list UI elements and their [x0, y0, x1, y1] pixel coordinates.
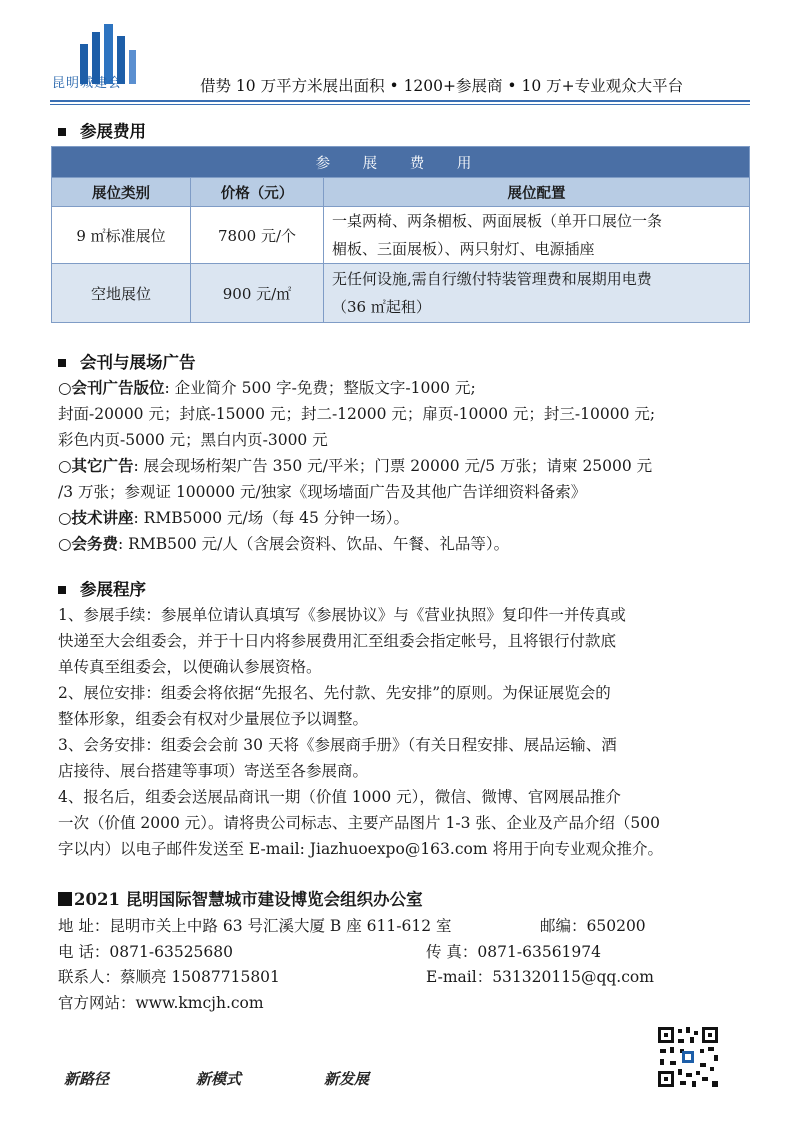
ads-line: 封面-20000 元；封底-15000 元；封二-12000 元；扉页-10000 元；封三-10000 元;: [58, 405, 656, 423]
ads-line: 彩色内页-5000 元；黑白内页-3000 元: [58, 431, 328, 449]
procedure-body: [58, 602, 758, 862]
procedure-line: 2、展位安排：组委会将依据“先报名、先付款、先安排”的原则。为保证展览会的: [58, 684, 611, 702]
fees-table: [51, 146, 750, 323]
config-cell: [324, 264, 750, 323]
organizer-phone: 电 话：0871-63525680: [58, 943, 234, 961]
motto-2: 新模式: [196, 1070, 242, 1088]
header-divider-thin: [50, 104, 750, 105]
bullet-square-icon: [58, 359, 66, 367]
motto-3: 新发展: [324, 1070, 370, 1088]
config-cell: [324, 207, 750, 264]
ads-line: ○其它广告: 展会现场桁架广告 350 元/平米；门票 20000 元/5 万张；请柬 25000 元: [58, 457, 653, 475]
ads-body: [58, 375, 758, 557]
organizer-website[interactable]: 官方网站：www.kmcjh.com: [58, 994, 264, 1012]
organizer-fax: 传 真：0871-63561974: [426, 943, 602, 961]
config-line: 无任何设施,需自行缴付特装管理费和展期用电费: [332, 270, 652, 288]
organizer-email[interactable]: E-mail：531320115@qq.com: [426, 968, 654, 986]
motto-1: 新路径: [64, 1070, 110, 1088]
procedure-line: 快递至大会组委会，并于十日内将参展费用汇至组委会指定帐号，且将银行付款底: [58, 632, 617, 650]
table-caption-row: [52, 147, 750, 178]
price-cell: 900 元/㎡: [191, 264, 324, 323]
ads-line: /3 万张；参观证 100000 元/独家《现场墙面广告及其他广告详细资料备索》: [58, 483, 587, 501]
column-header: 展位类别: [52, 178, 191, 207]
column-header: 展位配置: [324, 178, 750, 207]
booth-type-cell: 9 ㎡标准展位: [52, 207, 191, 264]
procedure-line: 4、报名后，组委会送展品商讯一期（价值 1000 元），微信、微博、官网展品推介: [58, 788, 621, 806]
table-caption: 参 展 费 用: [52, 147, 750, 178]
fees-section-title: 参展费用: [50, 118, 146, 142]
table-row: [52, 264, 750, 323]
organizer-postcode: 邮编：650200: [540, 917, 646, 935]
procedure-line: 店接待、展台搭建等事项）寄送至各参展商。: [58, 762, 369, 780]
table-row: [52, 207, 750, 264]
logo-text: 昆明城建会: [52, 76, 123, 91]
table-header-row: [52, 178, 750, 207]
procedure-line: 整体形象，组委会有权对少量展位予以调整。: [58, 710, 369, 728]
procedure-section-title: 参展程序: [50, 576, 146, 600]
procedure-line: 1、参展手续：参展单位请认真填写《参展协议》与《营业执照》复印件一并传真或: [58, 606, 626, 624]
procedure-line: 字以内）以电子邮件发送至 E-mail: Jiazhuoexpo@163.com 将用于向专业观众推介。: [58, 840, 663, 858]
bullet-square-icon: [58, 586, 66, 594]
header-divider: [50, 100, 750, 102]
qr-code-icon: [656, 1025, 720, 1089]
bullet-square-icon: [58, 128, 66, 136]
procedure-line: 单传真至组委会，以便确认参展资格。: [58, 658, 322, 676]
organizer-address: 地 址：昆明市关上中路 63 号汇溪大厦 B 座 611-612 室: [58, 917, 452, 935]
procedure-line: 3、会务安排：组委会会前 30 天将《参展商手册》（有关日程安排、展品运输、酒: [58, 736, 617, 754]
config-line: 楣板、三面展板）、两只射灯、电源插座: [332, 240, 595, 258]
config-line: 一桌两椅、两条楣板、两面展板（单开口展位一条: [332, 212, 663, 230]
ads-section-title: 会刊与展场广告: [50, 349, 196, 373]
ads-line: ○会刊广告版位: 企业简介 500 字-免费；整版文字-1000 元;: [58, 379, 476, 397]
organizer-title: 2021 昆明国际智慧城市建设博览会组织办公室: [58, 886, 423, 910]
ads-line: ○技术讲座: RMB5000 元/场（每 45 分钟一场）。: [58, 509, 410, 527]
booth-type-cell: 空地展位: [52, 264, 191, 323]
config-line: （36 ㎡起租）: [332, 298, 431, 316]
procedure-line: 一次（价值 2000 元）。请将贵公司标志、主要产品图片 1-3 张、企业及产品介绍（500: [58, 814, 660, 832]
organizer-contact: 联系人：蔡顺亮 15087715801: [58, 968, 280, 986]
header-slogan: 借势 10 万平方米展出面积 • 1200+参展商 • 10 万+专业观众大平台: [200, 77, 684, 95]
price-cell: 7800 元/个: [191, 207, 324, 264]
bullet-square-icon: [58, 892, 72, 906]
ads-line: ○会务费: RMB500 元/人（含展会资料、饮品、午餐、礼品等）。: [58, 535, 510, 553]
column-header: 价格（元）: [191, 178, 324, 207]
